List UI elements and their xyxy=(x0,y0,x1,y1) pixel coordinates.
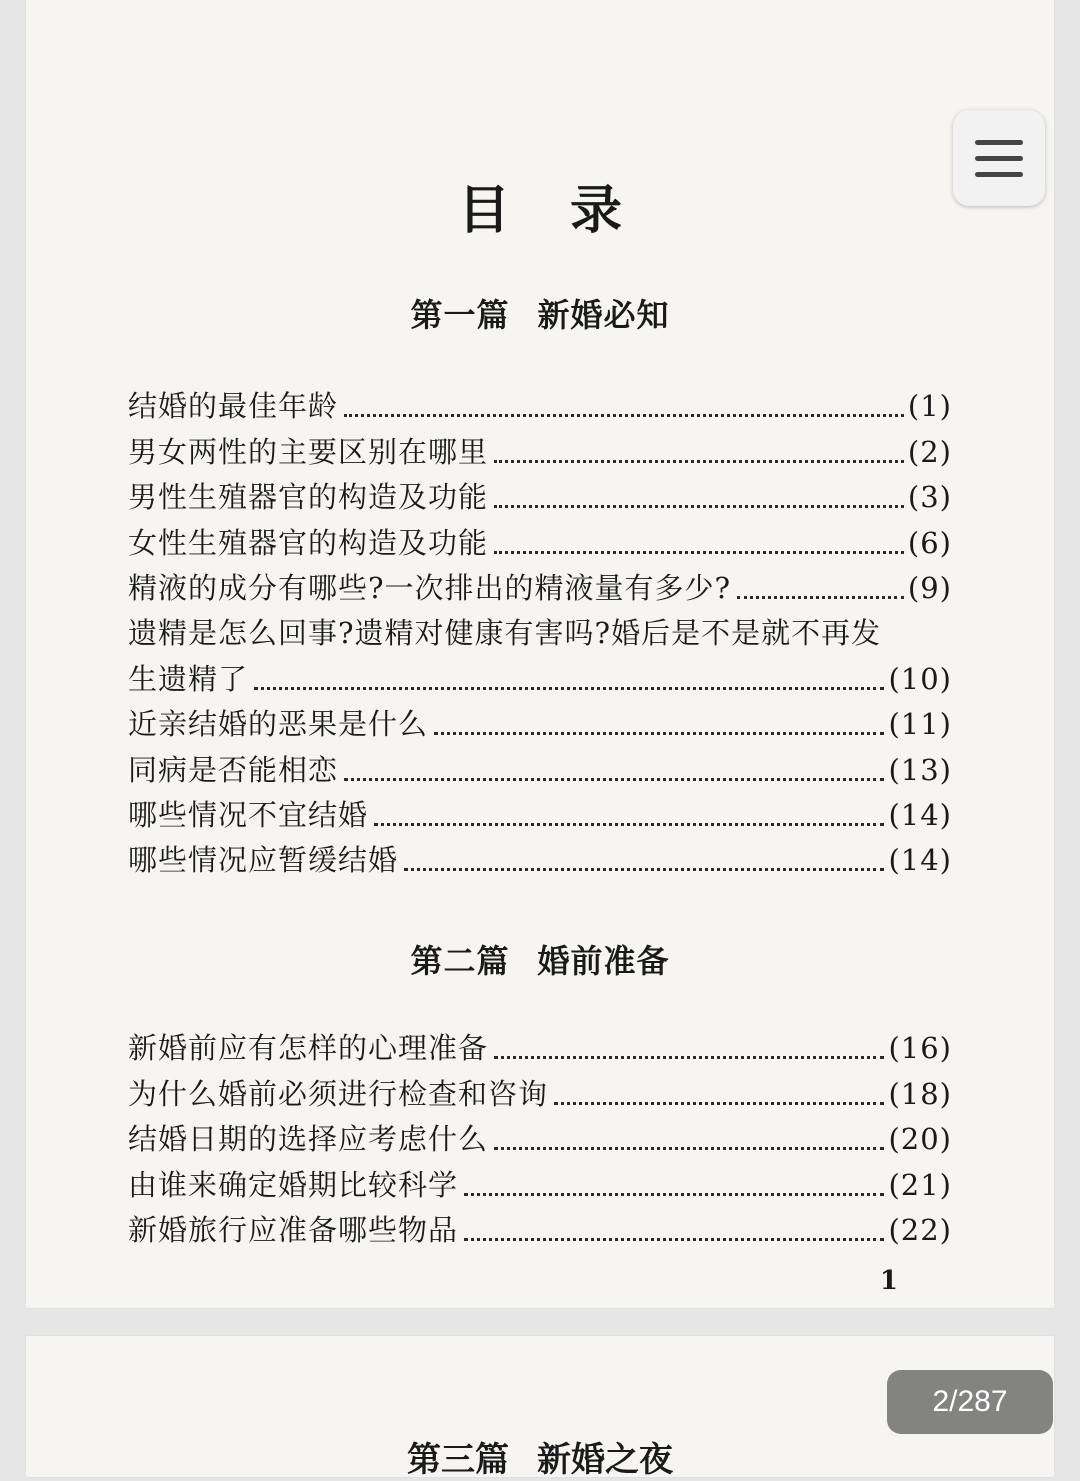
menu-bar xyxy=(975,156,1023,161)
toc-entry[interactable] xyxy=(128,1208,952,1253)
toc-entry-page: (9) xyxy=(907,570,952,605)
toc-entry-page: (1) xyxy=(907,389,952,424)
toc-entry-label: 遗精是怎么回事?遗精对健康有害吗?婚后是不是就不再发 xyxy=(128,615,882,650)
toc-entry[interactable] xyxy=(128,793,952,838)
leader-dots xyxy=(374,822,884,826)
toc-entry-page: (10) xyxy=(888,661,952,696)
section-name: 婚前准备 xyxy=(537,942,670,980)
toc-entry-page: (3) xyxy=(907,480,952,515)
leader-dots xyxy=(344,413,904,417)
section-part: 第三篇 xyxy=(407,1440,509,1480)
leader-dots xyxy=(404,867,884,871)
toc-entry[interactable] xyxy=(128,747,952,792)
toc-entry-label: 近亲结婚的恶果是什么 xyxy=(128,707,429,742)
toc-entry[interactable] xyxy=(128,1117,952,1162)
toc-entry-label: 结婚的最佳年龄 xyxy=(128,389,339,424)
toc-entry-label: 女性生殖器官的构造及功能 xyxy=(128,525,489,560)
toc-entry-page: (11) xyxy=(888,707,952,742)
toc-entry-page: (21) xyxy=(888,1167,952,1202)
section-part: 第二篇 xyxy=(410,942,510,980)
page-number: 1 xyxy=(879,1266,898,1296)
toc-entry-page: (14) xyxy=(888,843,952,878)
section-name: 新婚之夜 xyxy=(537,1440,673,1480)
menu-bar xyxy=(975,140,1023,145)
toc-entry[interactable] xyxy=(128,1026,952,1071)
toc-entry-label: 男女两性的主要区别在哪里 xyxy=(128,434,489,469)
toc-entry-label: 男性生殖器官的构造及功能 xyxy=(128,480,489,515)
section-part: 第一篇 xyxy=(410,296,510,334)
leader-dots xyxy=(434,731,884,735)
toc-entry[interactable] xyxy=(128,1071,952,1116)
document-page-1 xyxy=(26,0,1054,1308)
toc-entry-label: 生遗精了 xyxy=(128,661,249,696)
menu-bar xyxy=(975,172,1023,177)
section-name: 新婚必知 xyxy=(537,296,670,334)
leader-dots xyxy=(494,1055,884,1059)
leader-dots xyxy=(554,1101,884,1105)
toc-list-section-2 xyxy=(128,1026,952,1253)
toc-entry-label: 由谁来确定婚期比较科学 xyxy=(128,1167,459,1202)
toc-entry[interactable] xyxy=(128,838,952,883)
toc-entry[interactable] xyxy=(128,1162,952,1207)
leader-dots xyxy=(494,504,904,508)
toc-entry[interactable] xyxy=(128,566,952,611)
leader-dots xyxy=(494,459,904,463)
leader-dots xyxy=(464,1192,884,1196)
toc-entry-label: 新婚前应有怎样的心理准备 xyxy=(128,1031,489,1066)
page-title: 目录 xyxy=(457,180,682,241)
toc-entry-page: (6) xyxy=(907,525,952,560)
toc-entry-label: 哪些情况不宜结婚 xyxy=(128,797,369,832)
leader-dots xyxy=(344,777,884,781)
toc-entry-label: 新婚旅行应准备哪些物品 xyxy=(128,1212,459,1247)
leader-dots xyxy=(494,550,904,554)
leader-dots xyxy=(464,1237,884,1241)
toc-entry[interactable] xyxy=(128,702,952,747)
leader-dots xyxy=(254,686,884,690)
toc-entry-label: 同病是否能相恋 xyxy=(128,752,339,787)
toc-entry-page: (13) xyxy=(888,752,952,787)
hamburger-menu-icon[interactable] xyxy=(953,110,1045,206)
section-heading-1 xyxy=(26,290,1054,336)
toc-entry-label: 结婚日期的选择应考虑什么 xyxy=(128,1122,489,1157)
toc-entry[interactable] xyxy=(128,384,952,429)
toc-entry-label: 精液的成分有哪些?一次排出的精液量有多少? xyxy=(128,570,732,605)
toc-entry-page: (14) xyxy=(888,797,952,832)
toc-entry[interactable] xyxy=(128,656,952,701)
toc-entry[interactable] xyxy=(128,429,952,474)
leader-dots xyxy=(737,595,904,599)
toc-entry-page: (16) xyxy=(888,1031,952,1066)
section-heading-2 xyxy=(26,936,1054,982)
section-heading-3 xyxy=(26,1432,1054,1481)
leader-dots xyxy=(494,1146,884,1150)
toc-entry-label: 为什么婚前必须进行检查和咨询 xyxy=(128,1076,549,1111)
toc-entry-page: (18) xyxy=(888,1076,952,1111)
toc-list-section-1 xyxy=(128,384,952,883)
toc-entry[interactable] xyxy=(128,520,952,565)
toc-entry-page: (22) xyxy=(888,1212,952,1247)
toc-entry-page: (20) xyxy=(888,1122,952,1157)
toc-entry-page: (2) xyxy=(907,434,952,469)
toc-entry-label: 哪些情况应暂缓结婚 xyxy=(128,843,399,878)
toc-entry-continued[interactable] xyxy=(128,611,952,656)
toc-entry[interactable] xyxy=(128,475,952,520)
page-counter-badge: 2/287 xyxy=(887,1370,1053,1434)
